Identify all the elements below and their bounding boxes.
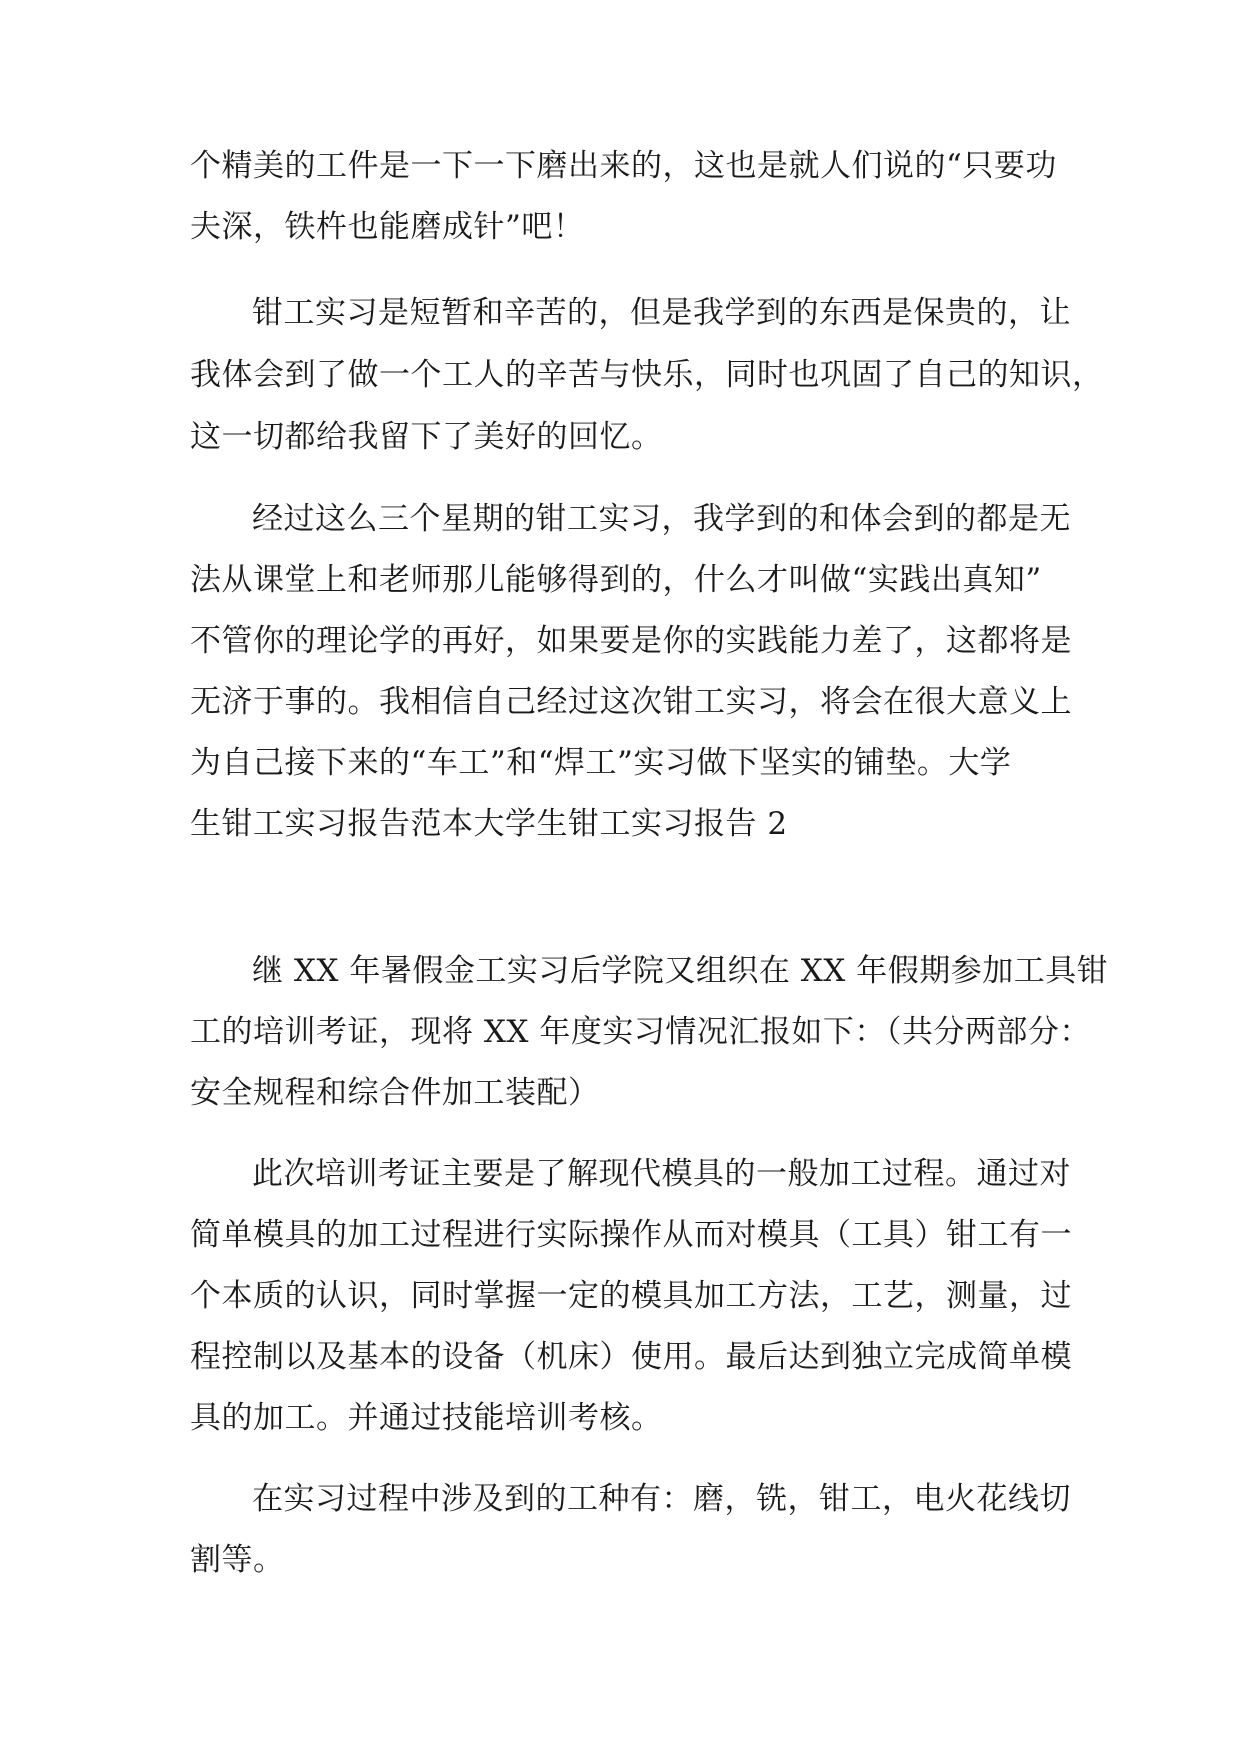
text-line: 个精美的工件是一下一下磨出来的，这也是就人们说的“只要功 [190, 148, 1057, 184]
text-line: 工的培训考证，现将 XX 年度实习情况汇报如下：（共分两部分： [190, 1014, 1091, 1050]
text-line: 继 XX 年暑假金工实习后学院又组织在 XX 年假期参加工具钳 [252, 953, 1109, 989]
text-line: 钳工实习是短暂和辛苦的，但是我学到的东西是保贵的，让 [252, 295, 1071, 331]
text-line: 我体会到了做一个工人的辛苦与快乐，同时也巩固了自己的知识， [190, 357, 1104, 393]
text-line: 个本质的认识，同时掌握一定的模具加工方法，工艺，测量，过 [190, 1278, 1072, 1314]
text-line: 在实习过程中涉及到的工种有：磨，铣，钳工，电火花线切 [252, 1481, 1071, 1517]
text-line: 程控制以及基本的设备（机床）使用。最后达到独立完成简单模 [190, 1339, 1072, 1375]
text-line: 无济于事的。我相信自己经过这次钳工实习，将会在很大意义上 [190, 684, 1072, 720]
text-line: 法从课堂上和老师那儿能够得到的，什么才叫做“实践出真知” [190, 562, 1042, 598]
text-line: 割等。 [190, 1542, 285, 1578]
text-line: 简单模具的加工过程进行实际操作从而对模具（工具）钳工有一 [190, 1217, 1072, 1253]
text-line: 生钳工实习报告范本大学生钳工实习报告 2 [190, 806, 788, 842]
text-line: 为自己接下来的“车工”和“焊工”实习做下坚实的铺垫。大学 [190, 745, 1012, 781]
text-line: 此次培训考证主要是了解现代模具的一般加工过程。通过对 [252, 1156, 1071, 1192]
text-line: 这一切都给我留下了美好的回忆。 [190, 419, 663, 455]
text-line: 具的加工。并通过技能培训考核。 [190, 1400, 663, 1436]
text-line: 安全规程和综合件加工装配） [190, 1075, 600, 1111]
text-line: 经过这么三个星期的钳工实习，我学到的和体会到的都是无 [252, 501, 1071, 537]
text-line: 不管你的理论学的再好，如果要是你的实践能力差了，这都将是 [190, 623, 1072, 659]
text-line: 夫深，铁杵也能磨成针”吧！ [190, 209, 585, 245]
